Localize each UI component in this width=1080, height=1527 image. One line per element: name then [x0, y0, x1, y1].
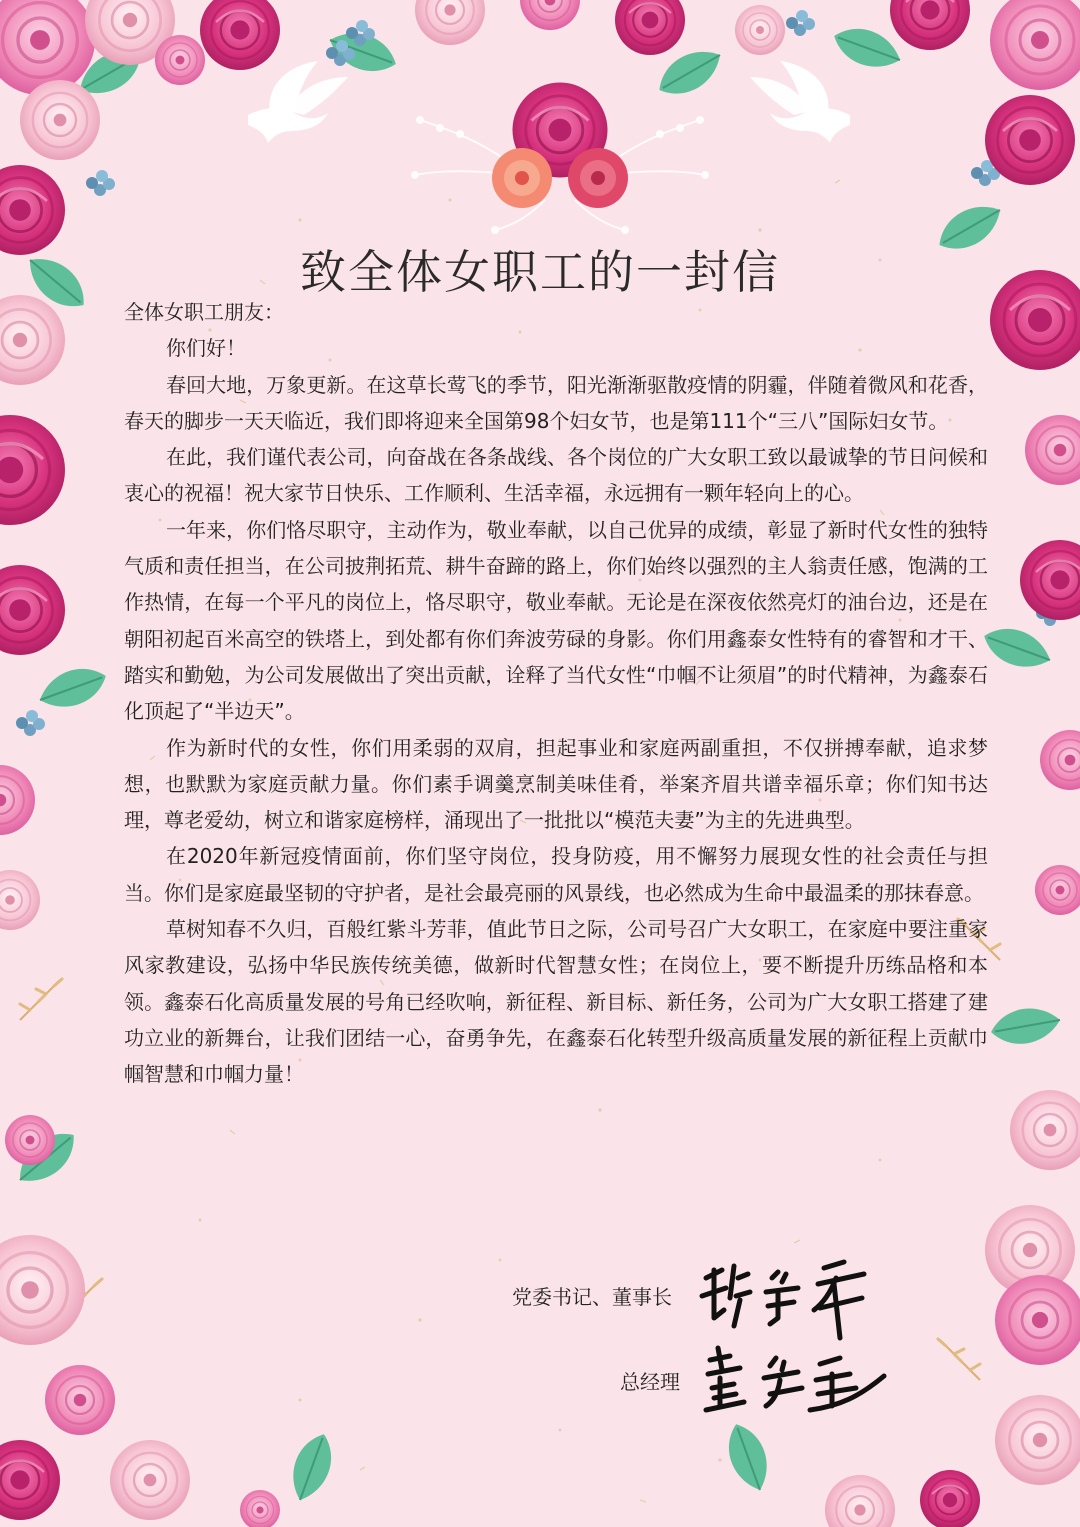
greeting: 你们好！	[166, 336, 246, 361]
signature-block-chairman	[512, 1248, 874, 1343]
top-bouquet	[248, 61, 850, 234]
letter-title: 致全体女职工的一封信	[300, 245, 780, 299]
signature-block-general-manager	[620, 1340, 890, 1420]
handwritten-signature	[700, 1340, 890, 1420]
paragraph: 作为新时代的女性，你们用柔弱的双肩，担起事业和家庭两副重担，不仅拼搏奉献，追求梦想，也默默为家庭贡献力量。你们素手调羹烹制美味佳肴，举案齐眉共谱幸福乐章；你们知书达理，尊老爱幼，树立和谐家庭榜样，涌现出了一批批以“模范夫妻”为主的先进典型。	[124, 735, 988, 833]
paragraph: 春回大地，万象更新。在这草长莺飞的季节，阳光渐渐驱散疫情的阴霾，伴随着微风和花香，春天的脚步一天天临近，我们即将迎来全国第98个妇女节，也是第111个“三八”国际妇女节。	[124, 372, 988, 433]
paragraph: 在2020年新冠疫情面前，你们坚守岗位，投身防疫，用不懈努力展现女性的社会责任与担当。你们是家庭最坚韧的守护者，是社会最亮丽的风景线，也必然成为生命中最温柔的那抹春意。	[124, 844, 988, 905]
letter-body	[124, 294, 988, 1093]
signature-role: 总经理	[620, 1369, 680, 1394]
paragraph: 在此，我们谨代表公司，向奋战在各条战线、各个岗位的广大女职工致以最诚挚的节日问候和衷心的祝福！祝大家节日快乐、工作顺利、生活幸福，永远拥有一颗年轻向上的心。	[124, 445, 988, 506]
salutation: 全体女职工朋友：	[124, 300, 284, 324]
signature-role: 党委书记、董事长	[512, 1285, 672, 1309]
paragraph: 草树知春不久归，百般红紫斗芳菲，值此节日之际，公司号召广大女职工，在家庭中要注重家风家教建设，弘扬中华民族传统美德，做新时代智慧女性；在岗位上，要不断提升历练品格和本领。鑫泰石化高质量发展的号角已经吹响，新征程、新目标、新任务，公司为广大女职工搭建了建功立业的新舞台，让我们团结一心，奋勇争先，在鑫泰石化转型升级高质量发展的新征程上贡献巾帼智慧和巾帼力量！	[124, 917, 988, 1087]
paragraph: 一年来，你们恪尽职守，主动作为，敬业奉献，以自己优异的成绩，彰显了新时代女性的独特气质和责任担当，在公司披荆拓荒、耕牛奋蹄的路上，你们始终以强烈的主人翁责任感，饱满的工作热情，在每一个平凡的岗位上，恪尽职守，敬业奉献。无论是在深夜依然亮灯的油台边，还是在朝阳初起百米高空的铁塔上，到处都有你们奔波劳碌的身影。你们用鑫泰女性特有的睿智和才干、踏实和勤勉，为公司发展做出了突出贡献，诠释了当代女性“巾帼不让须眉”的时代精神，为鑫泰石化顶起了“半边天”。	[124, 517, 988, 724]
handwritten-signature	[694, 1248, 874, 1343]
